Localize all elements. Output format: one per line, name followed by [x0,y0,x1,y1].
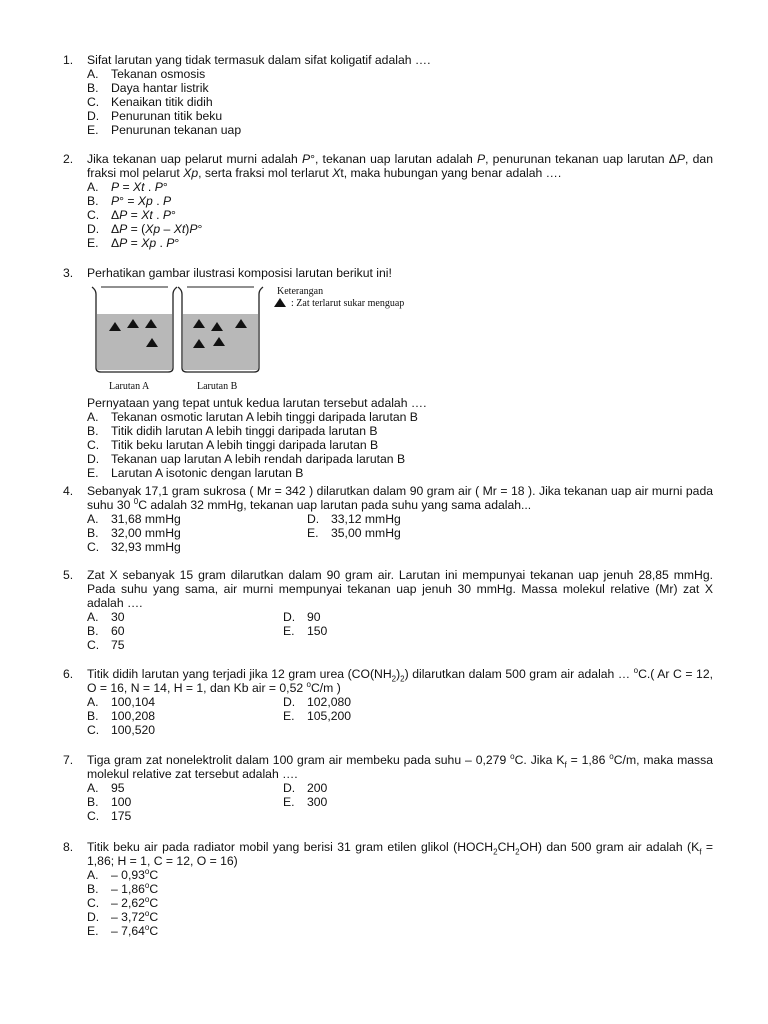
label-larutan-b: Larutan B [197,381,238,392]
question-stem: Tiga gram zat nonelektrolit dalam 100 gram air membeku pada suhu – 0,279 $^o$C. Jika $K_f = 1,86$ $^o$C/m, maka massa molekul relative zat tersebut adalah …. [87,751,714,781]
option-d: D. Penurunan titik beku [87,109,223,123]
option-a: A. – 0,93$^o$C [87,866,159,882]
option-e: E. Penurunan tekanan uap [87,123,242,137]
option-c: C. Titik beku larutan A lebih tinggi daripada larutan B [87,438,379,452]
option-a: A. 30 [87,610,125,624]
option-c: C. 175 [87,809,132,823]
question-number: 5. [63,568,74,582]
legend-triangle-icon [274,298,286,307]
option-d: D. 33,12 mmHg [307,512,401,526]
question-stem: Titik didih larutan yang terjadi jika 12 gram urea $(CO(NH_2)_2)$ dilarutkan dalam 500 gram air adalah … $^o$C.( Ar C = 12, O = 16, N = 14, H = 1, dan Kb air = 0,52 $^o$C/m ) [87,665,713,695]
label-larutan-a: Larutan A [109,381,150,392]
question-stem-2: Pernyataan yang tepat untuk kedua larutan tersebut adalah …. [87,396,427,410]
option-b: B. – 1,86$^o$C [87,880,159,896]
question-5 [63,568,713,652]
option-a: A. P = Xt . P° [87,180,168,194]
option-d: D. 90 [283,610,321,624]
option-e: E. 150 [283,624,328,638]
question-number: 2. [63,152,74,166]
question-3 [63,266,713,480]
legend-title: Keterangan [277,286,324,297]
question-number: 4. [63,484,74,498]
option-b: B. Daya hantar listrik [87,81,209,95]
option-a: A. 95 [87,781,125,795]
question-stem: Sifat larutan yang tidak termasuk dalam sifat koligatif adalah …. [87,53,431,67]
option-e: E. Larutan A isotonic dengan larutan B [87,466,304,480]
option-d: D. – 3,72$^o$C [87,908,159,924]
option-d: D. 200 [283,781,328,795]
option-e: E. 105,200 [283,709,352,723]
question-stem: Titik beku air pada radiator mobil yang berisi 31 gram etilen glikol $(HOCH_2CH_2OH)$ dan 500 gram air adalah ($K_f = 1,86$; H = 1, C = 12, O = 16) [87,840,713,868]
question-number: 6. [63,667,74,681]
option-e: E. 35,00 mmHg [307,526,401,540]
option-b: B. P° = Xp . P [87,194,172,208]
option-c: C. – 2,62$^o$C [87,894,159,910]
question-2 [63,152,713,250]
option-b: B. 100,208 [87,709,156,723]
option-e: E. – 7,64$^o$C [87,922,159,938]
option-a: A. Tekanan osmotic larutan A lebih tinggi daripada larutan B [87,410,418,424]
option-b: B. 32,00 mmHg [87,526,181,540]
option-e: E. ΔP = Xp . P° [87,236,180,250]
option-c: C. Kenaikan titik didih [87,95,213,109]
option-d: D. Tekanan uap larutan A lebih rendah daripada larutan B [87,452,406,466]
option-a: A. Tekanan osmosis [87,67,206,81]
question-number: 1. [63,53,74,67]
option-b: B. 60 [87,624,125,638]
option-a: A. 100,104 [87,695,156,709]
option-c: C. 100,520 [87,723,156,737]
question-stem: Perhatikan gambar ilustrasi komposisi larutan berikut ini! [87,266,392,280]
option-d: D. ΔP = (Xp – Xt)P° [87,222,203,236]
question-1 [63,53,713,137]
question-stem: Jika tekanan uap pelarut murni adalah P°, tekanan uap larutan adalah P, penurunan tekanan uap larutan ΔP, dan fraksi mol pelarut Xp, serta fraksi mol terlarut Xt, maka hubungan yang benar adalah …. [87,152,713,180]
question-7 [63,753,713,823]
question-6 [63,667,713,737]
question-number: 8. [63,840,74,854]
question-4 [63,484,713,554]
question-number: 7. [63,753,74,767]
option-b: B. 100 [87,795,132,809]
option-e: E. 300 [283,795,328,809]
question-stem: Sebanyak 17,1 gram sukrosa ( Mr = 342 ) dilarutkan dalam 90 gram air ( Mr = 18 ). Jika tekanan uap air murni pada suhu 30 $^0$C adalah 32 mmHg, tekanan uap larutan pada suhu yang sama adalah... [87,484,713,512]
option-b: B. Titik didih larutan A lebih tinggi daripada larutan B [87,424,378,438]
option-d: D. 102,080 [283,695,352,709]
option-c: C. ΔP = Xt . P° [87,208,176,222]
option-c: C. 32,93 mmHg [87,540,181,554]
question-8 [63,840,713,938]
question-number: 3. [63,266,74,280]
option-a: A. 31,68 mmHg [87,512,181,526]
option-c: C. 75 [87,638,125,652]
question-stem: Zat X sebanyak 15 gram dilarutkan dalam 90 gram air. Larutan ini mempunyai tekanan uap jenuh 28,85 mmHg. Pada suhu yang sama, air murni mempunyai tekanan uap jenuh 30 mmHg. Massa molekul relative (Mr) zat X adalah …. [87,568,713,610]
beaker-figure [89,284,449,380]
legend-item: : Zat terlarut sukar menguap [291,298,405,309]
